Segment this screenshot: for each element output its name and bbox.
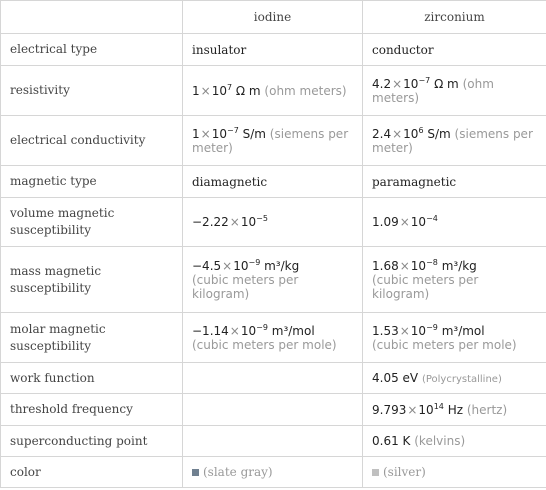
row-label: resistivity <box>1 66 183 116</box>
unit: m³/kg <box>441 258 477 273</box>
table-row <box>1 66 546 116</box>
mantissa: 4.2 <box>372 76 392 91</box>
times-sign: × <box>399 258 410 273</box>
value: 4.05 eV <box>372 371 419 385</box>
iodine-volume-magnetic-susceptibility <box>183 198 363 247</box>
color-name: (silver) <box>383 465 426 479</box>
row-label: color <box>1 457 183 488</box>
header-zirconium: zirconium <box>363 1 546 34</box>
unit-description: (Polycrystalline) <box>421 374 502 385</box>
zirconium-superconducting-point <box>363 426 546 457</box>
row-label: mass magnetic susceptibility <box>1 247 183 313</box>
base: 10 <box>211 126 227 141</box>
iodine-electrical-conductivity <box>183 116 363 166</box>
table-row <box>1 394 546 426</box>
base: 10 <box>410 323 427 338</box>
unit-description: (siemens per meter) <box>372 126 533 155</box>
table-row <box>1 247 546 313</box>
unit: m³/mol <box>441 323 485 338</box>
iodine-magnetic-type: diamagnetic <box>183 166 363 198</box>
exponent: −7 <box>418 75 431 85</box>
row-label: molar magnetic susceptibility <box>1 313 183 363</box>
times-sign: × <box>399 215 410 229</box>
header-row <box>1 1 546 34</box>
zirconium-mass-magnetic-susceptibility <box>363 247 546 313</box>
mantissa: −4.5 <box>192 258 222 273</box>
table-row <box>1 34 546 66</box>
times-sign: × <box>407 402 418 417</box>
times-sign: × <box>229 215 240 229</box>
iodine-threshold-frequency <box>183 394 363 426</box>
unit: m³/mol <box>271 323 315 338</box>
times-sign: × <box>392 126 403 141</box>
exponent: 6 <box>418 125 424 135</box>
zirconium-resistivity <box>363 66 546 116</box>
unit: S/m <box>427 126 451 141</box>
times-sign: × <box>392 76 403 91</box>
zirconium-molar-magnetic-susceptibility <box>363 313 546 363</box>
table-row <box>1 116 546 166</box>
row-label: magnetic type <box>1 166 183 198</box>
zirconium-color <box>363 457 546 488</box>
table-row <box>1 198 546 247</box>
table-row <box>1 457 546 488</box>
base: 10 <box>211 83 227 98</box>
times-sign: × <box>200 83 211 98</box>
zirconium-electrical-conductivity <box>363 116 546 166</box>
zirconium-volume-magnetic-susceptibility <box>363 198 546 247</box>
exponent: 14 <box>433 401 444 411</box>
row-label: volume magnetic susceptibility <box>1 198 183 247</box>
exponent: −7 <box>226 125 239 135</box>
header-iodine: iodine <box>183 1 363 34</box>
header-empty-cell <box>1 1 183 34</box>
mantissa: 9.793 <box>372 402 407 417</box>
unit: Ω m <box>434 76 459 91</box>
exponent: −9 <box>426 322 438 332</box>
color-name: (slate gray) <box>203 465 273 479</box>
unit-description: (ohm meters) <box>264 83 347 98</box>
mantissa: 1 <box>192 83 200 98</box>
mantissa: 1.09 <box>372 215 399 229</box>
zirconium-magnetic-type: paramagnetic <box>363 166 546 198</box>
base: 10 <box>240 323 257 338</box>
unit-description: (cubic meters per mole) <box>192 337 337 352</box>
exponent: −8 <box>426 257 438 267</box>
iodine-mass-magnetic-susceptibility <box>183 247 363 313</box>
mantissa: 1 <box>192 126 200 141</box>
mantissa: 2.4 <box>372 126 392 141</box>
base: 10 <box>233 258 249 273</box>
times-sign: × <box>399 323 410 338</box>
row-label: work function <box>1 363 183 394</box>
row-label: threshold frequency <box>1 394 183 426</box>
times-sign: × <box>229 323 240 338</box>
row-label: electrical type <box>1 34 183 66</box>
mantissa: −1.14 <box>192 323 229 338</box>
unit: Hz <box>447 402 464 417</box>
unit-description: (ohm meters) <box>372 76 494 105</box>
base: 10 <box>403 76 419 91</box>
value: 0.61 K <box>372 434 411 448</box>
zirconium-electrical-type: conductor <box>363 34 546 66</box>
unit-description: (kelvins) <box>414 434 466 448</box>
base: 10 <box>410 258 427 273</box>
silver-swatch <box>372 469 379 476</box>
row-label: electrical conductivity <box>1 116 183 166</box>
unit: Ω m <box>235 83 261 98</box>
unit: m³/kg <box>264 258 300 273</box>
slate-gray-swatch <box>192 469 199 476</box>
base: 10 <box>240 215 257 229</box>
iodine-electrical-type: insulator <box>183 34 363 66</box>
table-row <box>1 166 546 198</box>
iodine-superconducting-point <box>183 426 363 457</box>
times-sign: × <box>200 126 211 141</box>
table-row <box>1 313 546 363</box>
exponent: −5 <box>256 214 268 223</box>
zirconium-work-function <box>363 363 546 394</box>
exponent: −9 <box>256 322 268 332</box>
exponent: 7 <box>226 82 233 92</box>
row-label: superconducting point <box>1 426 183 457</box>
table-row <box>1 426 546 457</box>
iodine-molar-magnetic-susceptibility <box>183 313 363 363</box>
unit-description: (siemens per meter) <box>192 126 349 155</box>
iodine-color <box>183 457 363 488</box>
table-row <box>1 363 546 394</box>
base: 10 <box>403 126 419 141</box>
exponent: −9 <box>248 257 261 267</box>
mantissa: 1.68 <box>372 258 399 273</box>
zirconium-threshold-frequency <box>363 394 546 426</box>
base: 10 <box>418 402 434 417</box>
unit: S/m <box>242 126 266 141</box>
unit-description: (cubic meters per mole) <box>372 337 517 352</box>
exponent: −4 <box>426 214 438 223</box>
unit-description: (cubic meters per kilogram) <box>372 272 479 301</box>
iodine-resistivity <box>183 66 363 116</box>
base: 10 <box>410 215 427 229</box>
unit-description: (hertz) <box>466 402 508 417</box>
unit-description: (cubic meters per kilogram) <box>192 272 299 301</box>
iodine-work-function <box>183 363 363 394</box>
times-sign: × <box>222 258 233 273</box>
mantissa: 1.53 <box>372 323 399 338</box>
mantissa: −2.22 <box>192 215 229 229</box>
